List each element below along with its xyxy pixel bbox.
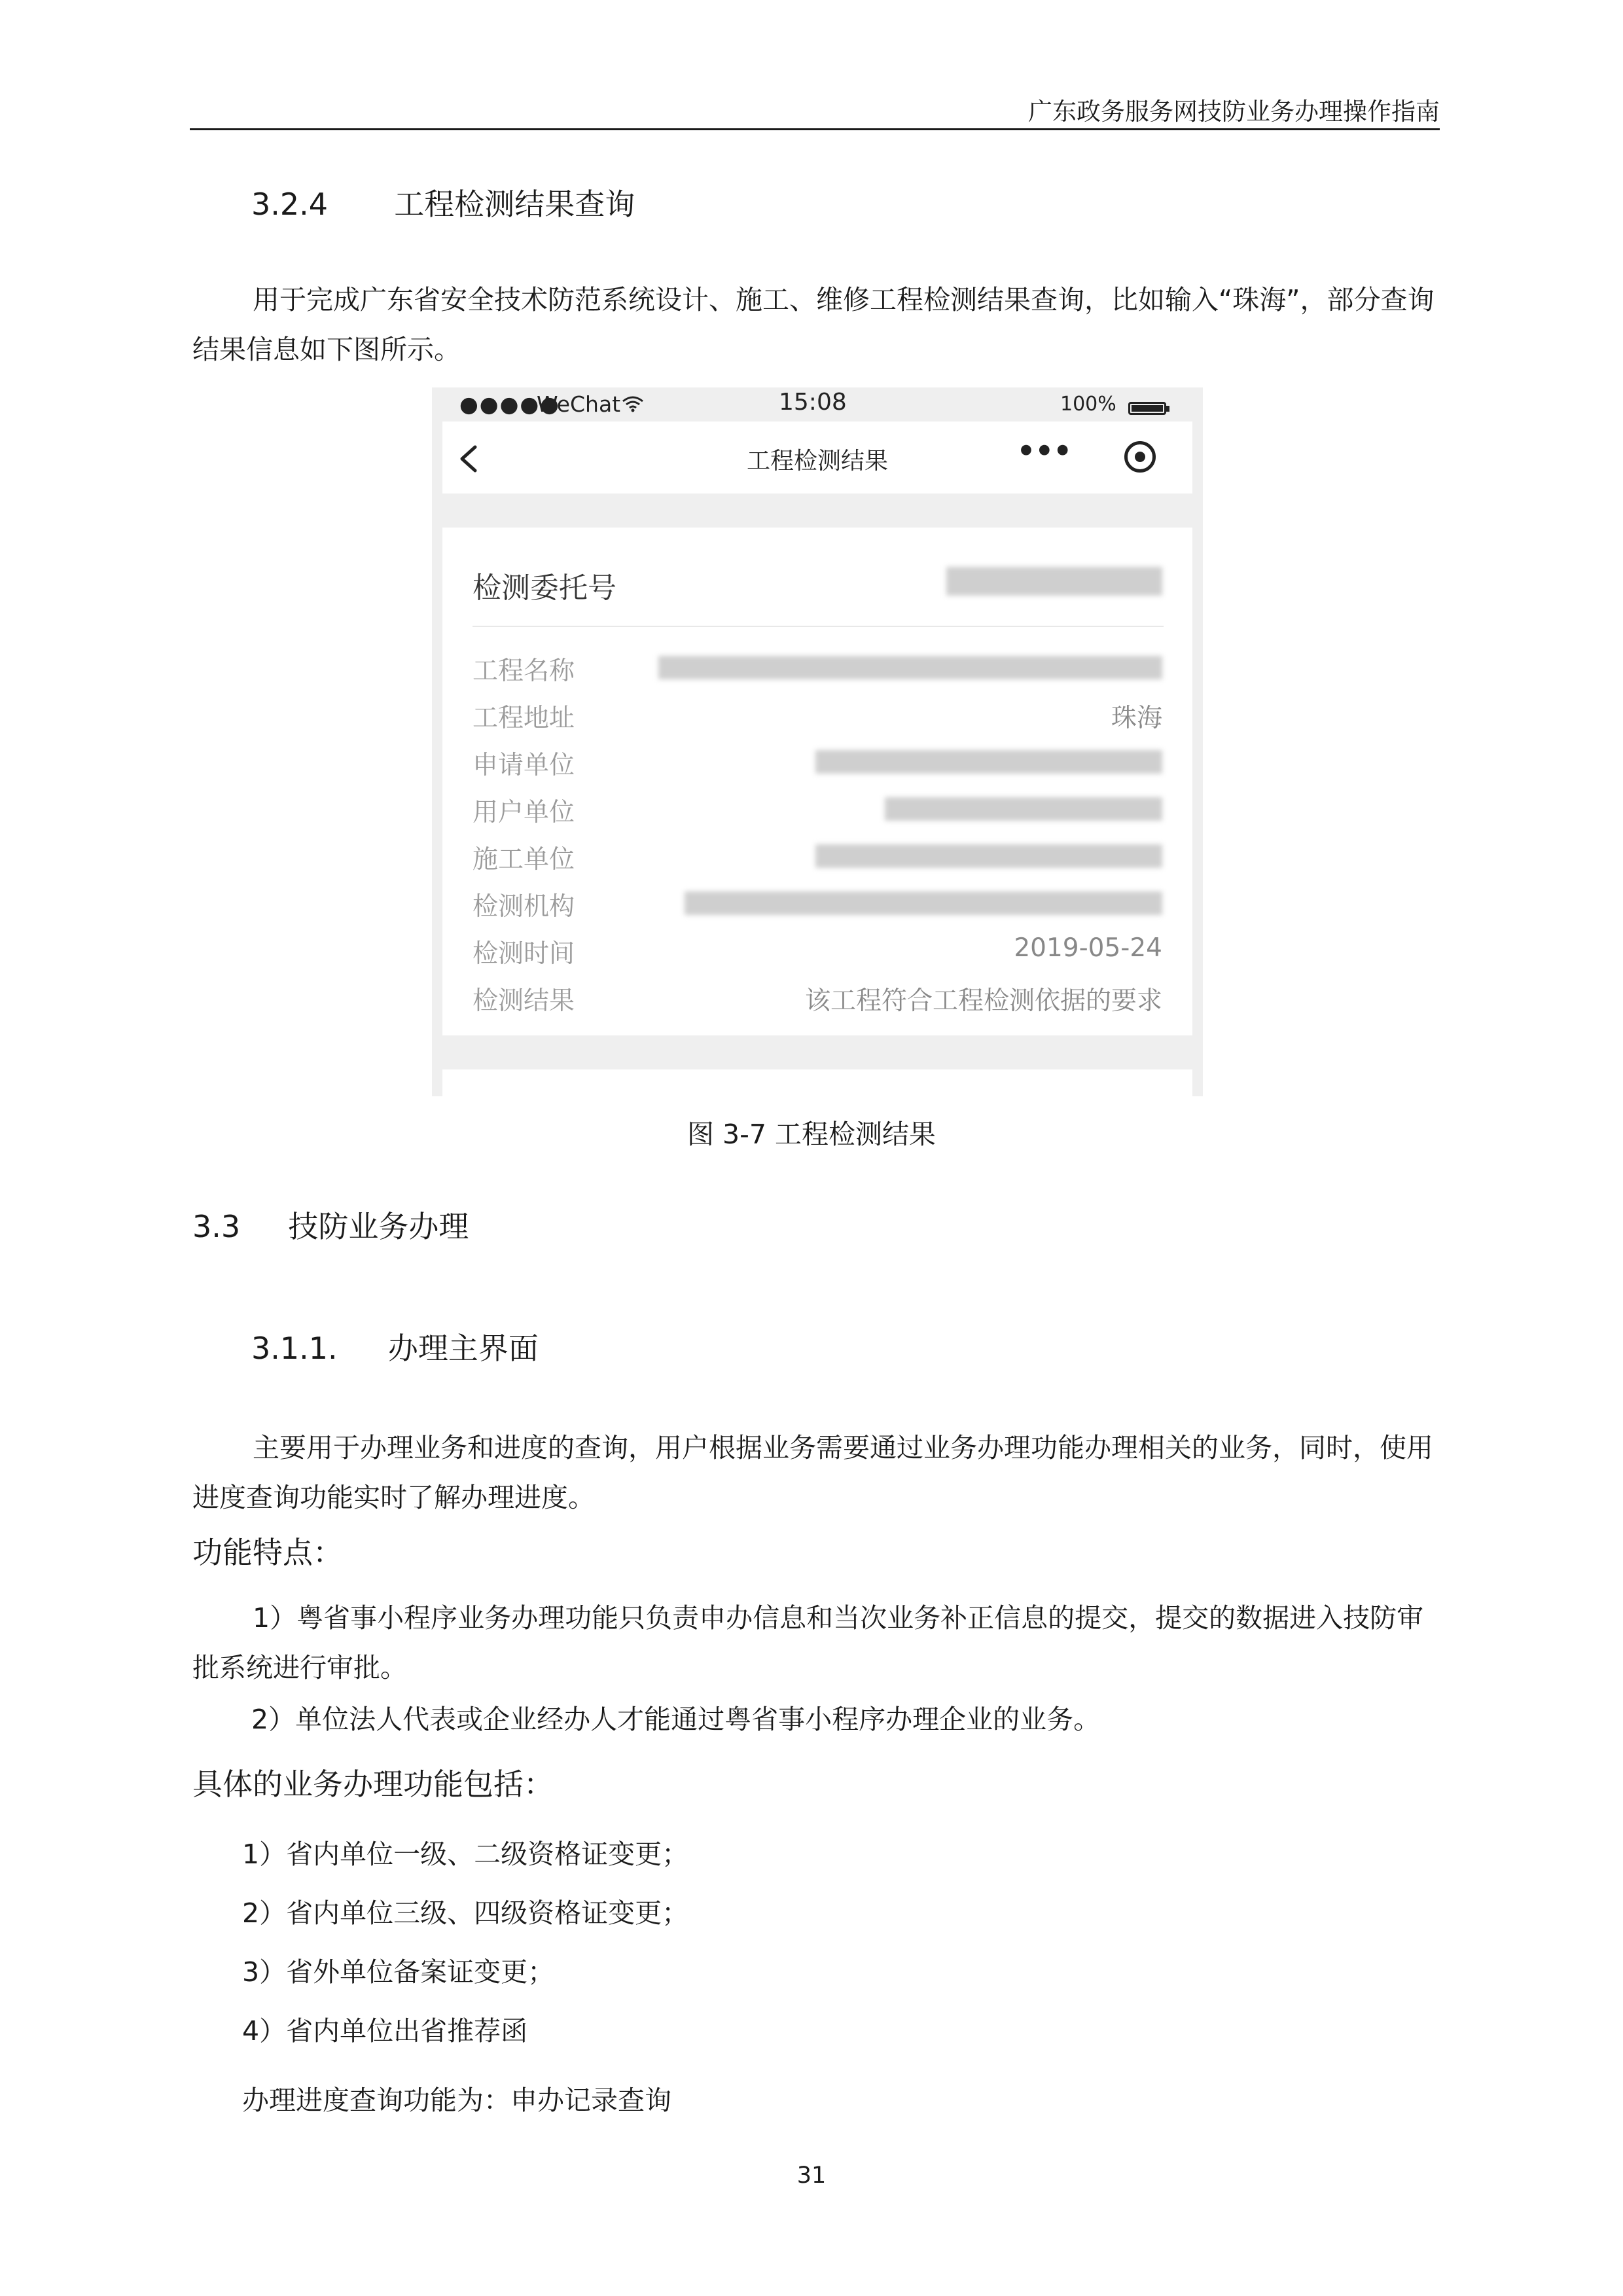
functions-heading: 具体的业务办理功能包括： [192,1767,554,1802]
row-value-redacted [658,656,1162,679]
section-title: 工程检测结果查询 [394,187,635,222]
row-label-construction-unit: 施工单位 [473,845,575,874]
phone-screenshot [432,387,1203,1096]
function-item-2: 2）省内单位三级、四级资格证变更； [242,1897,689,1929]
next-card-edge [442,1069,1192,1096]
section-number: 3.3 [192,1209,241,1244]
section-title: 办理主界面 [387,1331,539,1366]
row-label-user-unit: 用户单位 [473,798,575,827]
function-item-1: 1）省内单位一级、二级资格证变更； [242,1839,689,1870]
battery-icon [1128,402,1166,415]
row-label-testing-agency: 检测机构 [473,892,575,922]
carrier-label: WeChat [537,391,621,417]
row-value-redacted [815,844,1162,868]
feature-item-2: 2）单位法人代表或企业经办人才能通过粤省事小程序办理企业的业务。 [251,1704,1101,1735]
card-divider [473,626,1164,627]
progress-query-text: 办理进度查询功能为：申办记录查询 [242,2085,671,2116]
row-label-testing-result: 检测结果 [473,986,575,1016]
feature-item-1: 1）粤省事小程序业务办理功能只负责申办信息和当次业务补正信息的提交，提交的数据进入技防审批系统进行审批。 [192,1602,1424,1683]
figure-caption: 图 3-7 工程检测结果 [687,1119,936,1150]
row-value-testing-result: 该工程符合工程检测依据的要求 [804,986,1162,1016]
row-value-redacted [685,891,1162,915]
row-value-project-address: 珠海 [1111,704,1162,733]
battery-tip [1166,406,1169,412]
row-label-testing-time: 检测时间 [473,939,575,969]
main-paragraph: 主要用于办理业务和进度的查询，用户根据业务需要通过业务办理功能办理相关的业务，同时，使用进度查询功能实时了解办理进度。 [192,1432,1433,1513]
row-value-testing-time: 2019-05-24 [1014,933,1162,963]
intro-paragraph: 用于完成广东省安全技术防范系统设计、施工、维修工程检测结果查询，比如输入“珠海”，部分查询结果信息如下图所示。 [192,284,1435,365]
features-heading: 功能特点： [192,1535,343,1570]
page-number: 31 [796,2162,827,2189]
row-label-applicant: 申请单位 [473,751,575,780]
running-header: 广东政务服务网技防业务办理操作指南 [1028,98,1440,126]
section-number: 3.1.1. [251,1331,338,1366]
row-value-redacted [815,750,1162,774]
function-item-4: 4）省内单位出省推荐函 [242,2015,528,2047]
wifi-icon [622,395,644,412]
status-time: 15:08 [779,389,847,416]
header-rule [190,128,1440,130]
section-number: 3.2.4 [251,187,329,222]
signal-dots: ●●●●● [459,391,560,417]
close-miniprogram-icon[interactable] [1124,441,1156,473]
row-value-redacted [885,797,1162,821]
section-heading-3-1-1 [251,1325,539,1368]
row-label-project-name: 工程名称 [473,656,575,686]
function-item-3: 3）省外单位备案证变更； [242,1956,555,1988]
section-heading-3-3 [192,1203,469,1246]
section-title: 技防业务办理 [288,1209,469,1244]
section-heading-3-2-4 [251,181,635,224]
row-label-project-address: 工程地址 [473,704,575,733]
more-options-icon[interactable]: ••• [1016,431,1071,472]
nav-bar [442,422,1192,493]
nav-title: 工程检测结果 [746,448,888,475]
commission-number-label: 检测委托号 [473,571,616,605]
result-card [442,528,1192,1035]
status-bar [432,387,1203,422]
commission-number-redacted [946,567,1162,596]
battery-percent: 100% [1060,393,1116,416]
